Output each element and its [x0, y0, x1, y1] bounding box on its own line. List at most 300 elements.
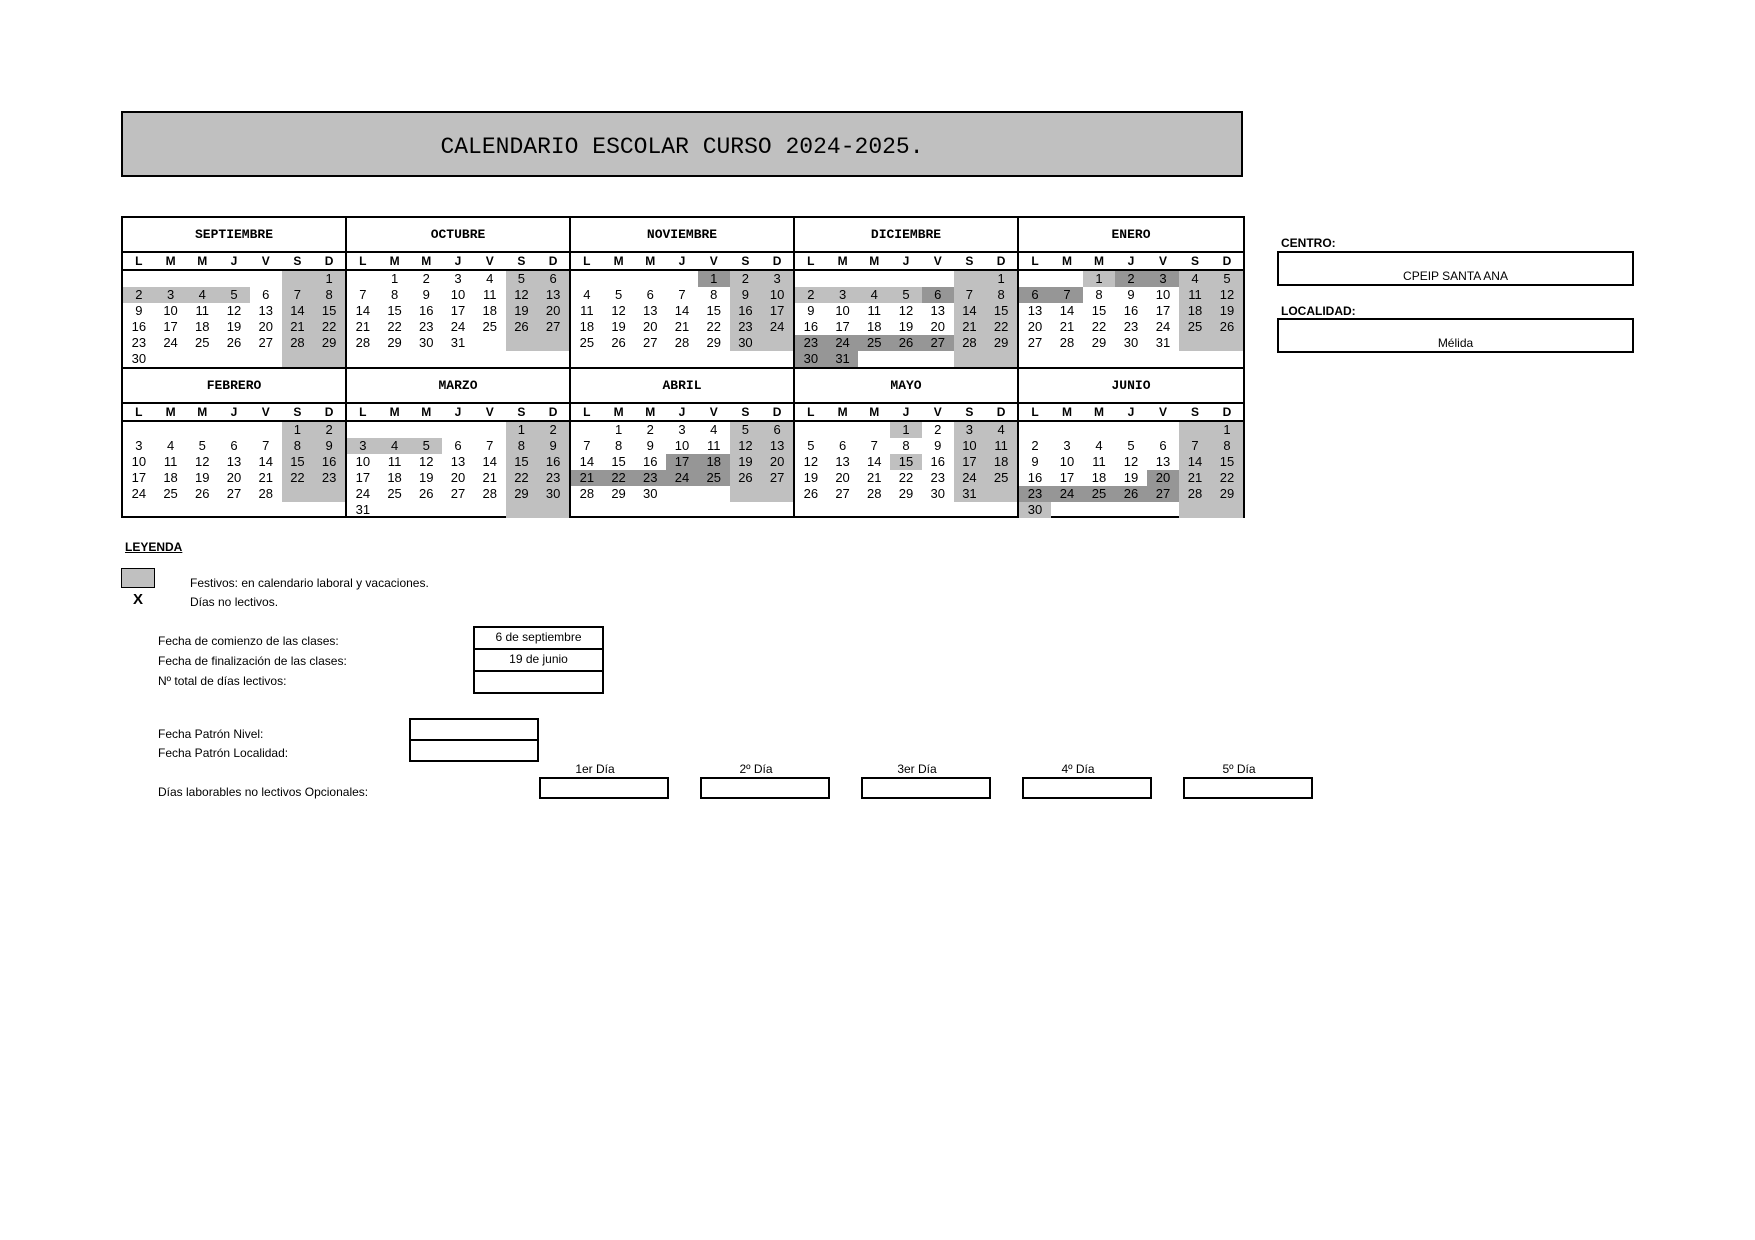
day-cell: 9	[313, 438, 345, 454]
day-cell: 16	[730, 303, 762, 319]
day-blank	[603, 271, 635, 287]
day-cell: 22	[898, 470, 914, 485]
day-cell: 28	[1059, 335, 1075, 350]
weekday-header: J	[902, 254, 910, 268]
day-cell: 23	[730, 319, 762, 335]
day-cell: 24	[355, 486, 371, 501]
days-grid	[571, 422, 793, 502]
day-cell: 30	[1123, 335, 1139, 350]
weekday-header: L	[1031, 405, 1039, 419]
opcional-field-5[interactable]	[1183, 777, 1313, 799]
day-cell: 31	[954, 486, 986, 502]
day-cell: 16	[131, 319, 147, 334]
day-blank	[474, 335, 506, 351]
day-cell: 31	[450, 335, 466, 350]
weekday-header: D	[772, 254, 782, 268]
day-blank	[442, 502, 474, 518]
centro-value: CPEIP SANTA ANA	[1403, 269, 1508, 283]
day-cell: 28	[282, 335, 314, 351]
day-cell: 17	[163, 319, 178, 334]
day-cell: 25	[482, 319, 497, 334]
day-cell: 10	[674, 438, 690, 453]
day-cell: 21	[482, 470, 497, 485]
day-cell: 15	[313, 303, 345, 319]
day-blank	[410, 502, 442, 518]
legend-festivos: Festivos: en calendario laboral y vacaciones.	[190, 576, 429, 590]
day-cell: 18	[1179, 303, 1211, 319]
day-cell: 27	[1147, 486, 1179, 502]
day-blank	[761, 335, 793, 351]
day-cell: 18	[387, 470, 402, 485]
day-cell: 19	[803, 470, 819, 485]
weekday-header: L	[1031, 254, 1039, 268]
weekday-header: V	[485, 254, 494, 268]
weekday-header: D	[548, 405, 558, 419]
day-cell: 26	[890, 335, 922, 351]
days-grid	[795, 271, 1017, 367]
day-cell: 29	[1091, 335, 1107, 350]
day-cell: 23	[634, 470, 666, 486]
day-cell: 11	[195, 303, 210, 318]
day-cell: 10	[131, 454, 147, 469]
day-cell: 24	[1155, 319, 1171, 334]
day-cell: 28	[482, 486, 497, 501]
day-cell: 9	[730, 287, 762, 303]
day-blank	[1083, 422, 1115, 438]
day-cell: 10	[355, 454, 371, 469]
centro-field[interactable]	[1277, 251, 1634, 286]
day-blank	[1019, 271, 1051, 287]
day-cell: 29	[387, 335, 402, 350]
day-cell: 10	[954, 438, 986, 454]
weekday-header: S	[741, 254, 750, 268]
day-cell: 2	[730, 271, 762, 287]
month-octubre	[347, 218, 571, 369]
day-cell: 13	[226, 454, 242, 469]
day-cell: 30	[537, 486, 569, 502]
day-cell: 22	[1091, 319, 1107, 334]
total-dias-value[interactable]	[475, 672, 602, 692]
day-cell: 27	[226, 486, 242, 501]
weekday-header: L	[135, 254, 143, 268]
month-title: OCTUBRE	[347, 218, 569, 253]
day-cell: 15	[985, 303, 1017, 319]
day-cell: 22	[985, 319, 1017, 335]
day-blank	[313, 351, 345, 367]
day-cell: 6	[838, 438, 847, 453]
day-cell: 5	[218, 287, 250, 303]
day-cell: 12	[611, 303, 626, 318]
day-cell: 18	[867, 319, 882, 334]
day-blank	[379, 422, 411, 438]
day-blank	[761, 486, 793, 502]
day-cell: 14	[482, 454, 497, 469]
month-title: SEPTIEMBRE	[123, 218, 345, 253]
day-cell: 29	[611, 486, 626, 501]
day-cell: 27	[643, 335, 658, 350]
day-cell: 26	[611, 335, 626, 350]
day-cell: 7	[359, 287, 367, 302]
weekday-header-row	[123, 404, 345, 422]
day-blank	[123, 271, 155, 287]
weekday-header: M	[613, 405, 624, 419]
day-cell: 5	[198, 438, 206, 453]
day-cell: 4	[1095, 438, 1103, 453]
day-cell: 14	[954, 303, 986, 319]
day-cell: 28	[579, 486, 595, 501]
day-cell: 6	[230, 438, 238, 453]
day-cell: 21	[355, 319, 371, 334]
day-cell: 25	[858, 335, 890, 351]
day-blank	[250, 422, 282, 438]
day-cell: 13	[258, 303, 273, 318]
day-cell: 15	[706, 303, 721, 318]
weekday-header: M	[869, 254, 880, 268]
day-cell: 9	[422, 287, 430, 302]
day-cell: 16	[1123, 303, 1139, 318]
weekday-header: M	[837, 254, 848, 268]
month-diciembre	[795, 218, 1019, 369]
day-cell: 3	[954, 422, 986, 438]
day-cell: 21	[571, 470, 603, 486]
day-cell: 8	[1211, 438, 1243, 454]
day-cell: 28	[355, 335, 371, 350]
day-blank	[474, 502, 506, 518]
day-cell: 29	[1211, 486, 1243, 502]
day-cell: 28	[867, 486, 882, 501]
day-cell: 1	[390, 271, 399, 286]
day-blank	[218, 422, 250, 438]
day-cell: 24	[1051, 486, 1083, 502]
day-blank	[985, 486, 1017, 502]
day-cell: 26	[1211, 319, 1243, 335]
opcional-header-5: 5º Día	[1222, 762, 1256, 776]
day-cell: 14	[258, 454, 273, 469]
weekday-header: S	[293, 405, 302, 419]
day-cell: 18	[579, 319, 595, 334]
day-blank	[282, 271, 314, 287]
day-cell: 4	[858, 287, 890, 303]
opcionales-label: Días laborables no lectivos Opcionales:	[158, 785, 369, 799]
day-blank	[1147, 502, 1179, 518]
day-cell: 11	[482, 287, 497, 302]
weekday-header: L	[359, 405, 367, 419]
day-cell: 22	[313, 319, 345, 335]
day-cell: 2	[646, 422, 654, 437]
day-cell: 10	[450, 287, 466, 302]
day-cell: 19	[1211, 303, 1243, 319]
localidad-field[interactable]	[1277, 318, 1634, 353]
day-cell: 5	[1211, 271, 1243, 287]
weekday-header: M	[389, 254, 400, 268]
days-grid	[571, 271, 793, 351]
weekday-header: M	[421, 254, 432, 268]
weekday-header: J	[678, 405, 686, 419]
day-blank	[666, 486, 698, 502]
patron-nivel-label: Fecha Patrón Nivel:	[158, 727, 264, 741]
weekday-header: D	[772, 405, 782, 419]
fecha-fin-label: Fecha de finalización de las clases:	[158, 654, 347, 668]
day-blank	[442, 422, 474, 438]
day-blank	[730, 486, 762, 502]
month-septiembre	[123, 218, 347, 369]
weekday-header: M	[1094, 254, 1104, 268]
day-cell: 3	[1147, 271, 1179, 287]
day-cell: 28	[674, 335, 690, 350]
fecha-fin-value[interactable]: 19 de junio	[475, 650, 602, 672]
day-blank	[250, 351, 282, 367]
month-title: DICIEMBRE	[795, 218, 1017, 253]
weekday-header-row	[347, 253, 569, 271]
weekday-header: D	[1222, 405, 1232, 419]
weekday-header: M	[613, 254, 624, 268]
day-cell: 23	[419, 319, 434, 334]
day-cell: 12	[506, 287, 538, 303]
day-cell: 21	[1059, 319, 1075, 334]
day-cell: 17	[666, 454, 698, 470]
day-cell: 19	[506, 303, 538, 319]
day-cell: 1	[890, 422, 922, 438]
day-blank	[1147, 422, 1179, 438]
day-cell: 6	[922, 287, 954, 303]
weekday-header: J	[454, 405, 462, 419]
weekday-header: V	[1158, 254, 1167, 268]
day-cell: 9	[1127, 287, 1135, 302]
day-cell: 23	[1019, 486, 1051, 502]
day-cell: 30	[730, 335, 762, 351]
day-cell: 8	[390, 287, 399, 302]
weekday-header: V	[261, 405, 270, 419]
day-cell: 15	[890, 454, 922, 470]
day-cell: 12	[1211, 287, 1243, 303]
weekday-header-row	[795, 253, 1017, 271]
day-cell: 22	[706, 319, 721, 334]
opcional-field-4[interactable]	[1022, 777, 1152, 799]
day-cell: 3	[347, 438, 379, 454]
day-cell: 29	[985, 335, 1017, 351]
day-cell: 3	[678, 422, 686, 437]
weekday-header: L	[359, 254, 367, 268]
month-title: NOVIEMBRE	[571, 218, 793, 253]
day-cell: 27	[450, 486, 466, 501]
day-cell: 6	[454, 438, 462, 453]
fechas-box	[473, 626, 604, 694]
day-blank	[1179, 335, 1211, 351]
day-cell: 11	[580, 303, 594, 318]
day-cell: 5	[614, 287, 623, 302]
day-cell: 13	[835, 454, 850, 469]
day-cell: 26	[730, 470, 762, 486]
day-cell: 7	[954, 287, 986, 303]
day-blank	[890, 351, 922, 367]
day-blank	[1083, 502, 1115, 518]
day-cell: 25	[698, 470, 730, 486]
day-cell: 17	[355, 470, 371, 485]
day-cell: 10	[835, 303, 850, 318]
day-cell: 9	[1031, 454, 1039, 469]
weekday-header: D	[324, 254, 334, 268]
weekday-header: L	[807, 254, 815, 268]
day-cell: 13	[1027, 303, 1043, 318]
weekday-header: J	[230, 405, 238, 419]
day-cell: 29	[706, 335, 721, 350]
day-cell: 11	[387, 454, 402, 469]
day-cell: 14	[579, 454, 595, 469]
day-cell: 16	[803, 319, 819, 334]
day-cell: 17	[450, 303, 466, 318]
patron-box	[409, 718, 539, 762]
day-cell: 1	[985, 271, 1017, 287]
weekday-header-row	[571, 253, 793, 271]
day-cell: 16	[313, 454, 345, 470]
day-cell: 14	[1179, 454, 1211, 470]
day-cell: 21	[258, 470, 273, 485]
weekday-header: D	[324, 405, 334, 419]
opcional-field-3[interactable]	[861, 777, 991, 799]
weekday-header: M	[1062, 405, 1072, 419]
weekday-header: S	[741, 405, 750, 419]
weekday-header: M	[389, 405, 400, 419]
day-cell: 6	[537, 271, 569, 287]
day-cell: 22	[282, 470, 314, 486]
day-cell: 7	[1179, 438, 1211, 454]
fecha-inicio-value[interactable]: 6 de septiembre	[475, 628, 602, 650]
day-cell: 15	[1091, 303, 1107, 318]
day-cell: 20	[537, 303, 569, 319]
day-cell: 27	[258, 335, 273, 350]
day-cell: 1	[698, 271, 730, 287]
weekday-header: M	[645, 405, 656, 419]
month-title: ENERO	[1019, 218, 1243, 253]
day-cell: 16	[1027, 470, 1043, 485]
day-cell: 16	[419, 303, 434, 318]
day-cell: 5	[730, 422, 762, 438]
total-dias-label: Nº total de días lectivos:	[158, 674, 287, 688]
day-blank	[155, 351, 187, 367]
day-cell: 21	[674, 319, 690, 334]
day-cell: 19	[1123, 470, 1139, 485]
day-cell: 18	[698, 454, 730, 470]
patron-localidad-label: Fecha Patrón Localidad:	[158, 746, 289, 760]
day-blank	[410, 422, 442, 438]
day-cell: 12	[898, 303, 914, 318]
day-cell: 24	[163, 335, 178, 350]
day-cell: 3	[135, 438, 143, 453]
weekday-header: J	[902, 405, 910, 419]
day-cell: 10	[1059, 454, 1075, 469]
day-blank	[922, 271, 954, 287]
weekday-header-row	[347, 404, 569, 422]
day-cell: 22	[603, 470, 635, 486]
weekday-header: S	[965, 254, 974, 268]
day-blank	[155, 271, 187, 287]
day-blank	[186, 351, 218, 367]
day-cell: 20	[930, 319, 945, 334]
day-cell: 22	[1211, 470, 1243, 486]
day-cell: 4	[985, 422, 1017, 438]
day-cell: 5	[410, 438, 442, 454]
day-cell: 10	[761, 287, 793, 303]
day-cell: 6	[1019, 287, 1051, 303]
month-title: MAYO	[795, 369, 1017, 404]
day-blank	[827, 422, 859, 438]
day-cell: 4	[186, 287, 218, 303]
day-cell: 18	[985, 454, 1017, 470]
weekday-header: M	[837, 405, 848, 419]
day-cell: 1	[1083, 271, 1115, 287]
day-blank	[1051, 271, 1083, 287]
month-title: ABRIL	[571, 369, 793, 404]
weekday-header: L	[583, 405, 591, 419]
legend-title: LEYENDA	[125, 540, 183, 554]
weekday-header: J	[230, 254, 238, 268]
day-cell: 7	[282, 287, 314, 303]
weekday-header: D	[996, 254, 1006, 268]
day-cell: 27	[835, 486, 850, 501]
day-cell: 13	[1155, 454, 1171, 469]
days-grid	[347, 422, 569, 518]
day-cell: 13	[537, 287, 569, 303]
day-blank	[218, 351, 250, 367]
weekday-header: L	[583, 254, 591, 268]
day-cell: 23	[795, 335, 827, 351]
weekday-header: S	[1190, 405, 1199, 419]
day-cell: 21	[867, 470, 882, 485]
day-blank	[1179, 422, 1211, 438]
day-blank	[506, 335, 538, 351]
day-cell: 20	[450, 470, 466, 485]
weekday-header: V	[933, 405, 942, 419]
weekday-header-row	[571, 404, 793, 422]
day-cell: 5	[506, 271, 538, 287]
day-cell: 25	[387, 486, 402, 501]
month-enero	[1019, 218, 1243, 369]
day-cell: 6	[1159, 438, 1167, 453]
patron-localidad-field[interactable]	[411, 741, 537, 760]
day-cell: 7	[678, 287, 686, 302]
weekday-header-row	[1019, 404, 1243, 422]
day-cell: 12	[1123, 454, 1139, 469]
day-cell: 1	[282, 422, 314, 438]
day-cell: 13	[930, 303, 945, 318]
day-blank	[1051, 422, 1083, 438]
day-cell: 31	[1155, 335, 1171, 350]
day-cell: 4	[379, 438, 411, 454]
day-blank	[858, 271, 890, 287]
day-cell: 11	[1179, 287, 1211, 303]
opcional-field-2[interactable]	[700, 777, 830, 799]
day-cell: 25	[1083, 486, 1115, 502]
legend-no-lectivos: Días no lectivos.	[190, 595, 279, 609]
opcional-field-1[interactable]	[539, 777, 669, 799]
day-cell: 1	[1211, 422, 1243, 438]
day-cell: 19	[898, 319, 914, 334]
patron-nivel-field[interactable]	[411, 720, 537, 741]
day-cell: 11	[163, 454, 178, 469]
day-cell: 28	[1179, 486, 1211, 502]
weekday-header: J	[678, 254, 686, 268]
weekday-header: J	[454, 254, 462, 268]
day-cell: 19	[730, 454, 762, 470]
day-cell: 6	[646, 287, 654, 302]
day-cell: 23	[930, 470, 945, 485]
opcional-header-1: 1er Día	[575, 762, 615, 776]
day-cell: 3	[761, 271, 793, 287]
day-cell: 16	[930, 454, 945, 469]
day-blank	[571, 422, 603, 438]
day-cell: 8	[313, 287, 345, 303]
day-blank	[795, 422, 827, 438]
